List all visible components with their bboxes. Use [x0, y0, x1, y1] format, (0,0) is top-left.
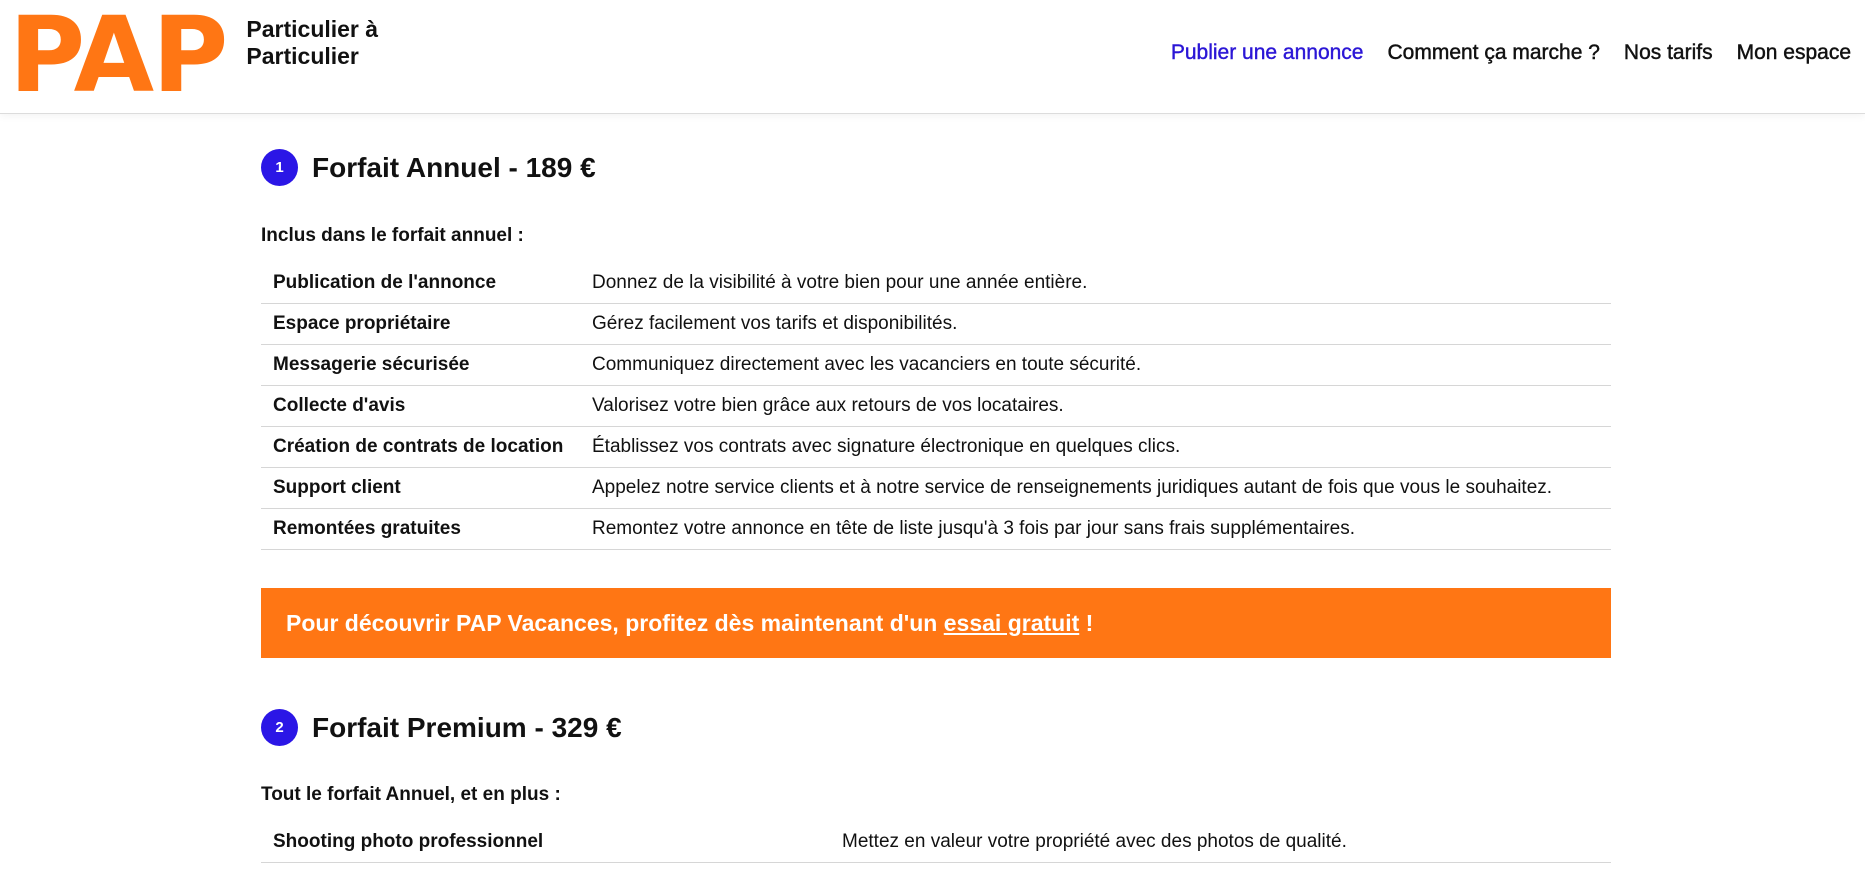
free-trial-link[interactable]: essai gratuit	[943, 609, 1080, 636]
feature-name: Publication de l'annonce	[261, 263, 580, 304]
table-row	[261, 304, 1611, 345]
main-nav	[1147, 41, 1851, 65]
feature-name: Création de contrats de location	[261, 427, 580, 468]
plan1-number-badge: 1	[261, 149, 298, 186]
tagline-line-1: Particulier à	[246, 16, 379, 42]
plan1-heading	[261, 149, 596, 186]
table-row	[261, 468, 1611, 509]
table-row	[261, 386, 1611, 427]
table-row	[261, 263, 1611, 304]
table-row	[261, 509, 1611, 550]
feature-desc: Gérez facilement vos tarifs et disponibilités.	[580, 304, 1611, 345]
promo-text-end: !	[1079, 609, 1094, 636]
feature-name: Shooting photo professionnel	[261, 822, 830, 863]
feature-desc: Établissez vos contrats avec signature électronique en quelques clics.	[580, 427, 1611, 468]
tagline-line-2: Particulier	[246, 43, 359, 69]
feature-name: Remontées gratuites	[261, 509, 580, 550]
table-row	[261, 345, 1611, 386]
plan2-features-table	[261, 822, 1611, 863]
plan2-number-badge: 2	[261, 709, 298, 746]
feature-desc: Donnez de la visibilité à votre bien pour une année entière.	[580, 263, 1611, 304]
plan1-features-table	[261, 263, 1611, 550]
plan2-lead: Tout le forfait Annuel, et en plus :	[261, 784, 561, 805]
feature-desc: Appelez notre service clients et à notre service de renseignements juridiques autant de fois que vous le souhaitez.	[580, 468, 1611, 509]
feature-name: Support client	[261, 468, 580, 509]
table-row	[261, 822, 1611, 863]
site-header	[0, 0, 1865, 114]
logo-tagline	[246, 16, 378, 70]
nav-comment-ca-marche[interactable]: Comment ça marche ?	[1387, 41, 1600, 64]
feature-desc: Communiquez directement avec les vacanciers en toute sécurité.	[580, 345, 1611, 386]
feature-desc: Remontez votre annonce en tête de liste jusqu'à 3 fois par jour sans frais supplémentaires.	[580, 509, 1611, 550]
promo-text: Pour découvrir PAP Vacances, profitez dès maintenant d'un	[286, 609, 944, 636]
feature-name: Messagerie sécurisée	[261, 345, 580, 386]
nav-publier-annonce[interactable]: Publier une annonce	[1170, 41, 1364, 64]
feature-desc: Mettez en valeur votre propriété avec des photos de qualité.	[830, 822, 1611, 863]
nav-nos-tarifs[interactable]: Nos tarifs	[1623, 41, 1713, 64]
feature-desc: Valorisez votre bien grâce aux retours de vos locataires.	[580, 386, 1611, 427]
nav-mon-espace[interactable]: Mon espace	[1736, 41, 1851, 64]
plan2-heading	[261, 709, 622, 746]
plan1-lead: Inclus dans le forfait annuel :	[261, 225, 524, 246]
plan1-title: Forfait Annuel - 189 €	[312, 151, 596, 183]
feature-name: Collecte d'avis	[261, 386, 580, 427]
pap-logo-mark[interactable]: PAP	[9, 0, 227, 116]
free-trial-banner	[261, 588, 1611, 658]
feature-name: Espace propriétaire	[261, 304, 580, 345]
logo[interactable]	[9, 0, 379, 116]
plan2-title: Forfait Premium - 329 €	[312, 711, 622, 743]
table-row	[261, 427, 1611, 468]
